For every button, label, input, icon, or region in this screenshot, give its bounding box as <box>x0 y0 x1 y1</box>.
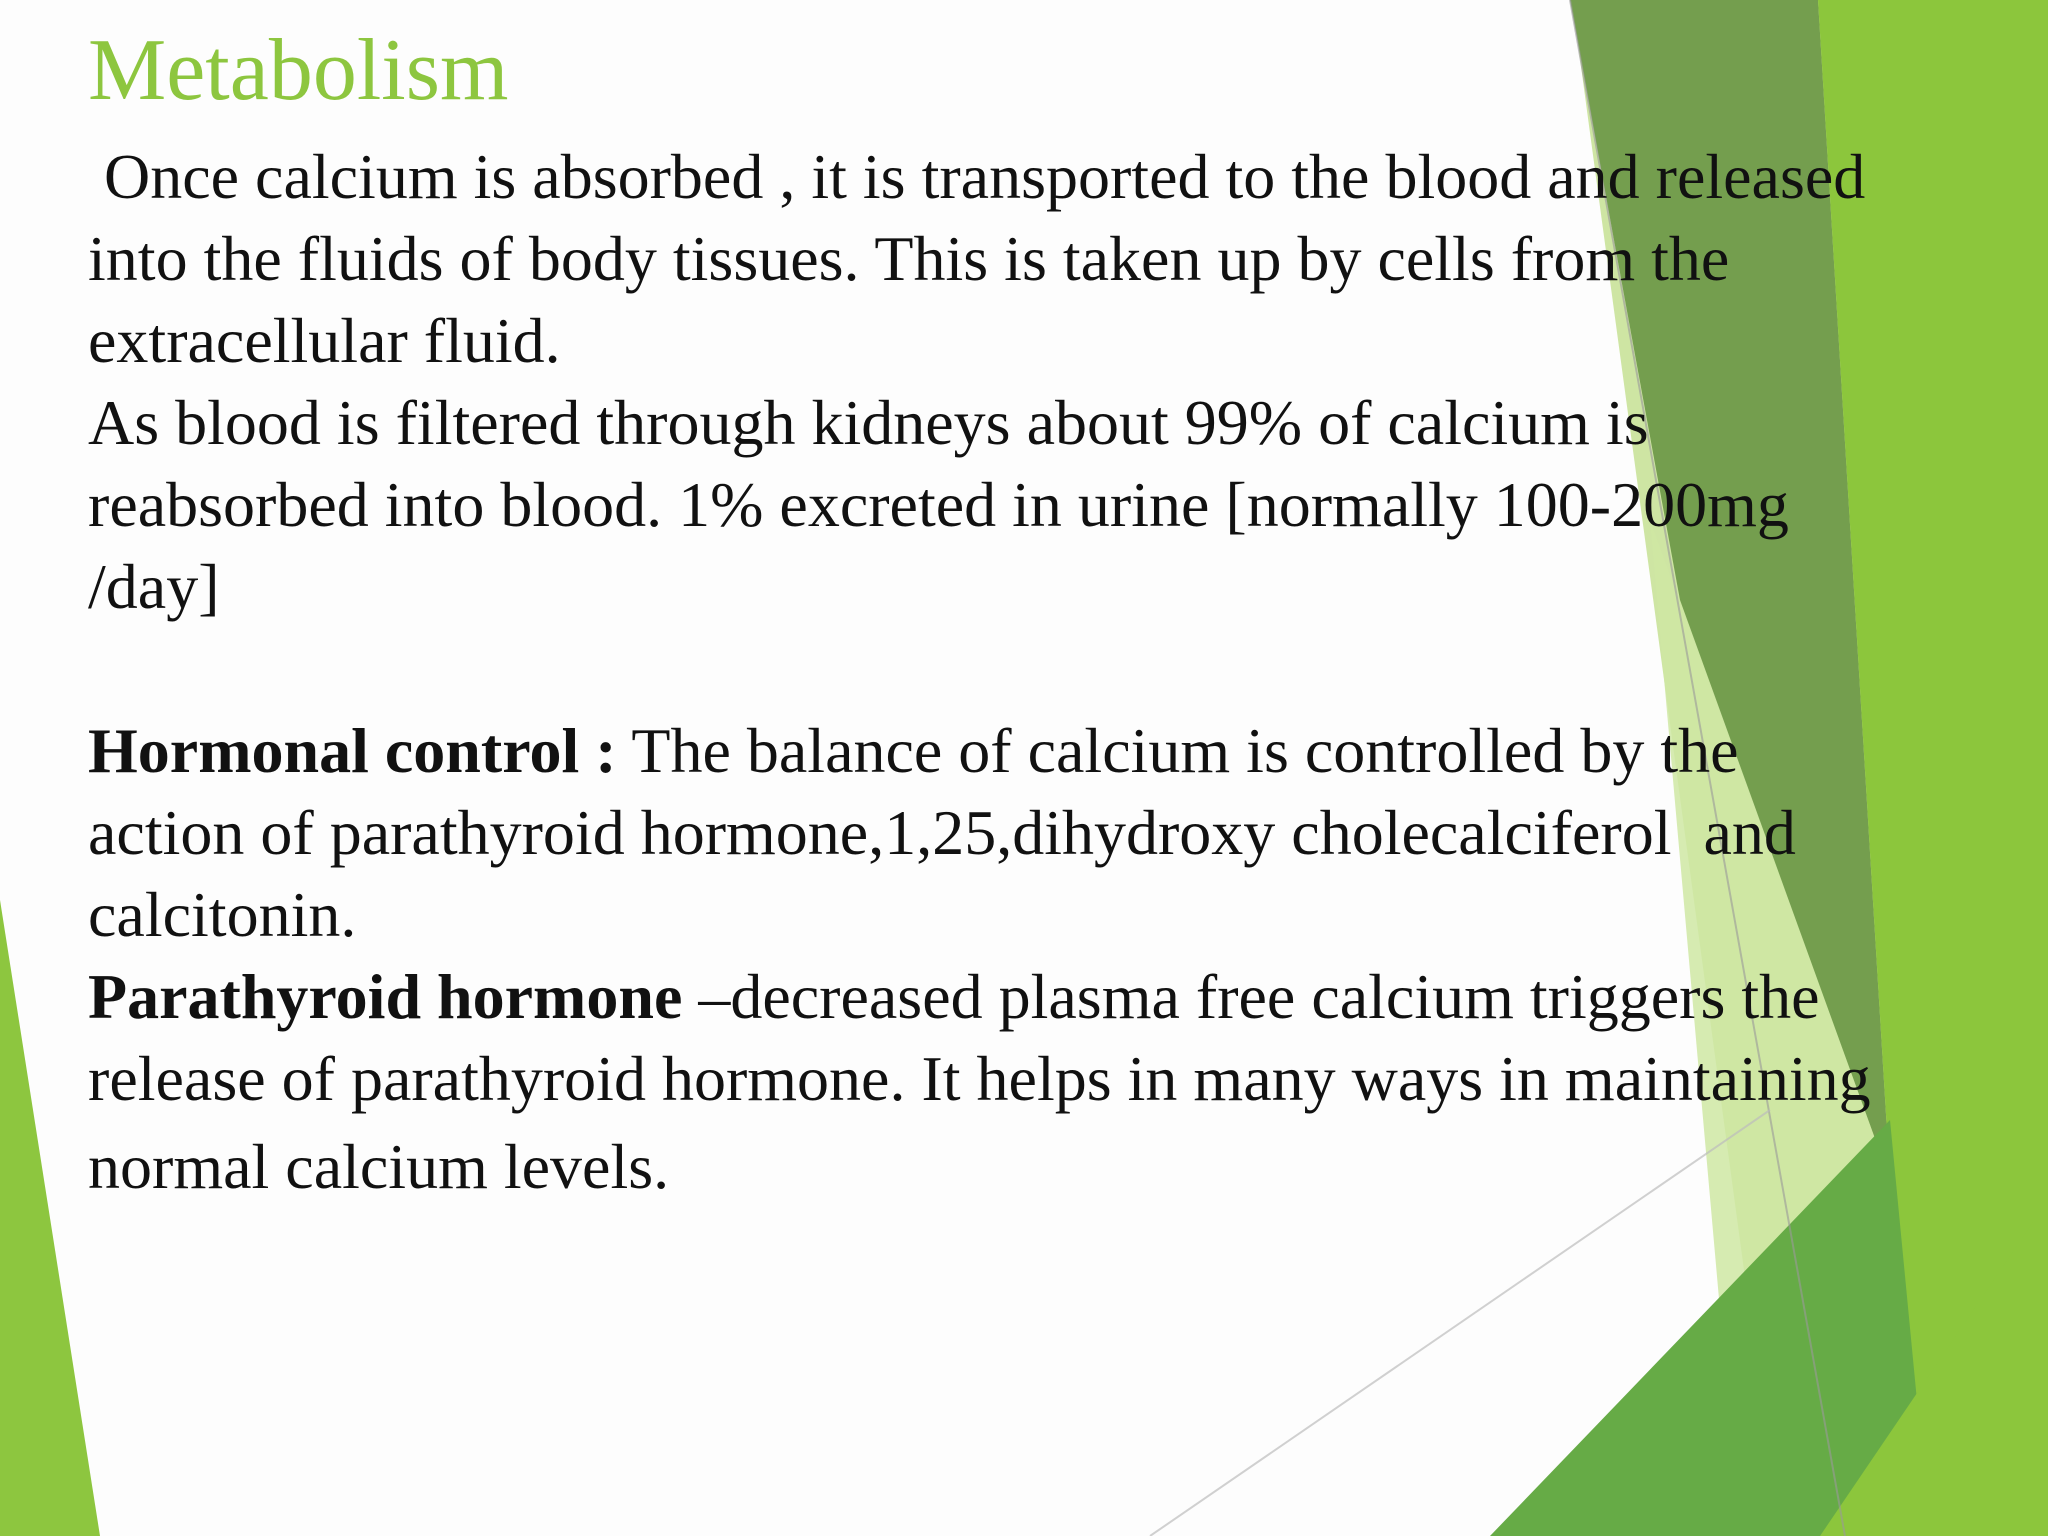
hormonal-control-line <box>88 710 2008 792</box>
body-line: As blood is filtered through kidneys about 99% of calcium is <box>88 387 1649 458</box>
body-line: extracellular fluid. <box>88 305 561 376</box>
body-line: release of parathyroid hormone. It helps in many ways in maintaining <box>88 1043 1871 1114</box>
facet-left <box>0 900 100 1536</box>
body-line: action of parathyroid hormone,1,25,dihydroxy cholecalciferol and <box>88 797 1796 868</box>
body-line: Once calcium is absorbed , it is transported to the blood and released <box>88 141 1866 212</box>
body-line: normal calcium levels. <box>88 1131 670 1202</box>
slide-body <box>88 136 2008 1208</box>
body-line: reabsorbed into blood. 1% excreted in urine [normally 100-200mg <box>88 469 1789 540</box>
pth-heading: Parathyroid hormone <box>88 961 683 1032</box>
pth-line <box>88 956 2008 1038</box>
pth-text: –decreased plasma free calcium triggers the <box>682 961 1820 1032</box>
body-line: /day] <box>88 551 220 622</box>
slide-title: Metabolism <box>88 22 509 119</box>
hormonal-control-heading: Hormonal control : <box>88 715 617 786</box>
body-line: calcitonin. <box>88 879 357 950</box>
hormonal-control-text: The balance of calcium is controlled by the <box>616 715 1739 786</box>
paragraph-spacer <box>88 628 2008 710</box>
body-line: into the fluids of body tissues. This is taken up by cells from the <box>88 223 1730 294</box>
